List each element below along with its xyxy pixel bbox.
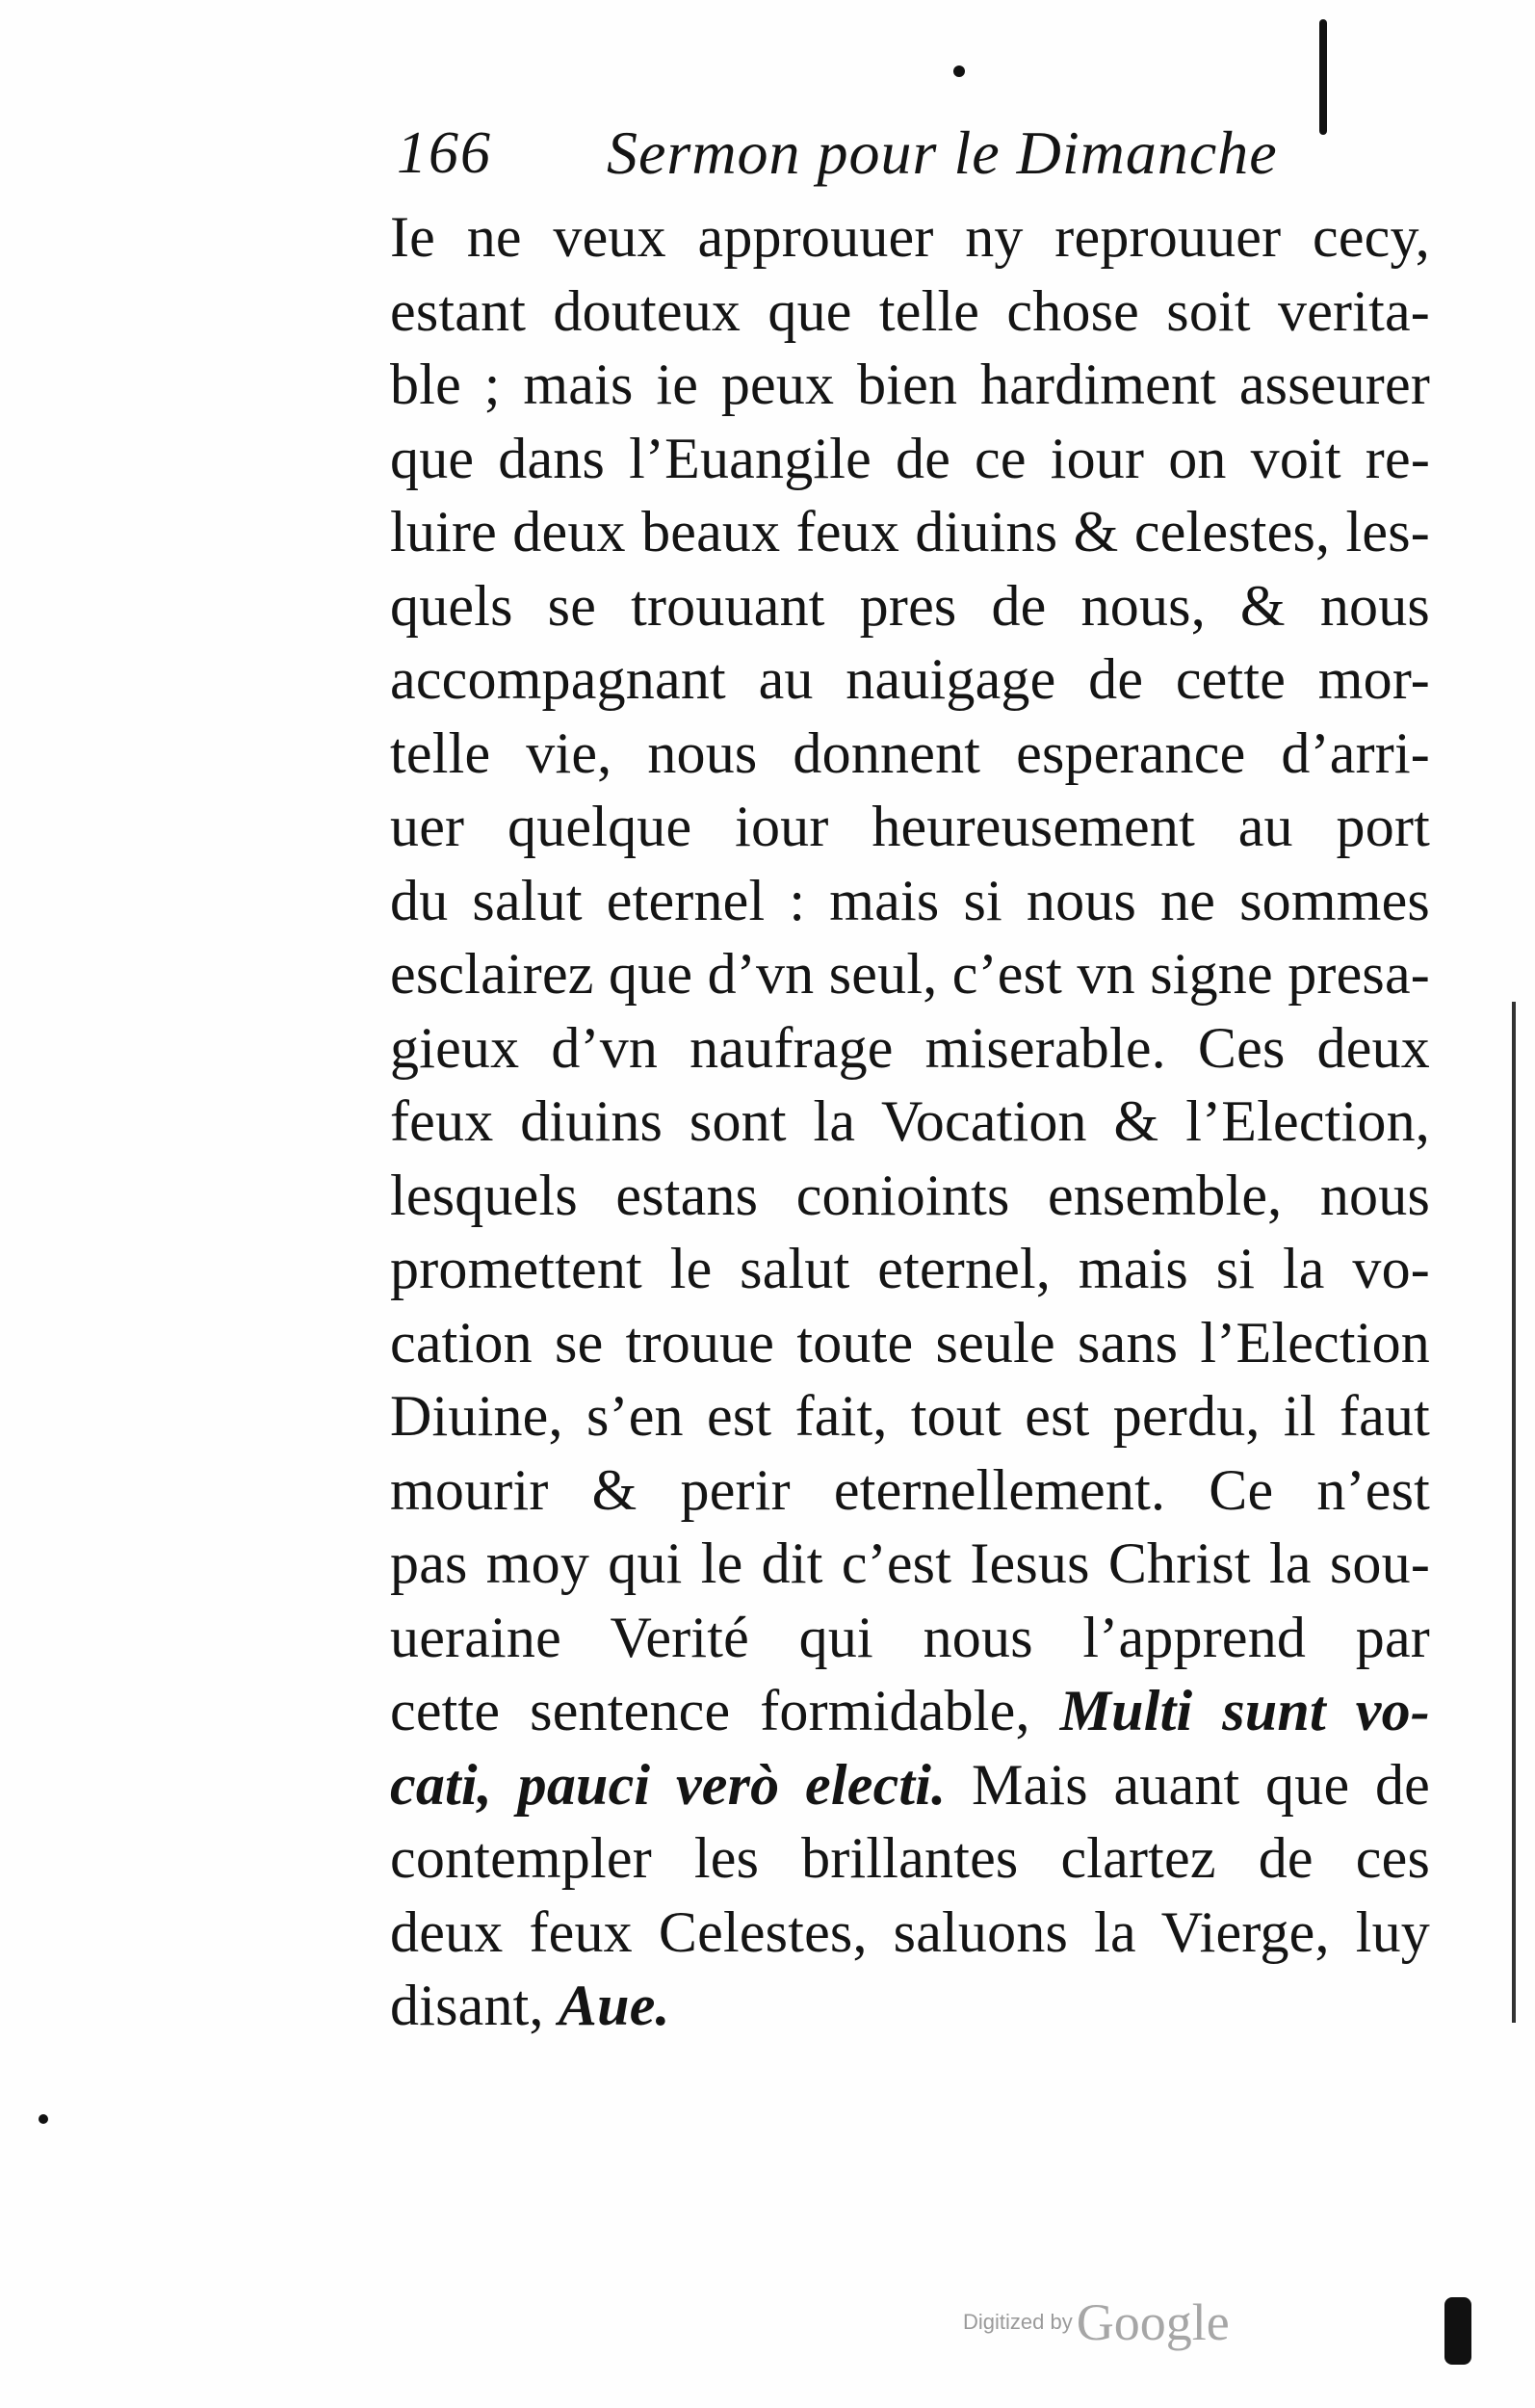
ink-speck [953, 65, 965, 77]
digitization-watermark [963, 2292, 1230, 2360]
text-line: luire deux beaux feux diuins & celestes, les- [390, 500, 1430, 563]
latin-quote: Aue. [558, 1974, 670, 2037]
text-line: accompagnant au nauigage de cette mor- [390, 647, 1430, 711]
text-line: promettent le salut eternel, mais si la vo- [390, 1237, 1430, 1300]
page-number: 166 [397, 120, 492, 186]
text-line: deux feux Celestes, saluons la Vierge, luy [390, 1899, 1430, 1964]
sermon-text [390, 200, 1430, 2043]
text-line: Ie ne veux approuuer ny reprouuer cecy, [390, 205, 1430, 269]
watermark-prefix: Digitized by [963, 2310, 1073, 2334]
text-line: telle vie, nous donnent esperance d’arri- [390, 720, 1430, 785]
text-line: lesquels estans conioints ensemble, nous [390, 1163, 1430, 1227]
text-line: ble ; mais ie peux bien hardiment asseurer [390, 353, 1430, 416]
page-header [385, 114, 1329, 200]
text-line [390, 1748, 1430, 1822]
text-line: estant douteux que telle chose soit verita- [390, 278, 1430, 343]
text-line: Diuine, s’en est fait, tout est perdu, il faut [390, 1384, 1430, 1448]
page-edge-line [1512, 1002, 1516, 2023]
text-line: que dans l’Euangile de ce iour on voit re- [390, 426, 1430, 490]
text-line: cation se trouue toute seule sans l’Election [390, 1310, 1430, 1374]
ink-speck [39, 2114, 48, 2124]
text-run: cette sentence formidable, [390, 1679, 1030, 1742]
text-line: quels se trouuant pres de nous, & nous [390, 573, 1430, 638]
text-line: pas moy qui le dit c’est Iesus Christ la sou- [390, 1531, 1430, 1595]
text-line: contempler les brillantes clartez de ces [390, 1826, 1430, 1890]
text-line: mourir & perir eternellement. Ce n’est [390, 1457, 1430, 1522]
text-line [390, 1674, 1430, 1748]
text-run: disant, [390, 1974, 559, 2037]
show-through-text [973, 1965, 1416, 2188]
page-corner-mark [1444, 2297, 1471, 2365]
latin-quote: cati, pauci verò electi. [390, 1752, 947, 1817]
text-line: ueraine Verité qui nous l’apprend par [390, 1605, 1430, 1669]
google-logo: Google [1076, 2293, 1230, 2351]
running-head: Sermon pour le Dimanche [607, 118, 1278, 187]
text-line: uer quelque iour heureusement au port [390, 795, 1430, 858]
text-line: du salut eternel : mais si nous ne sommes [390, 868, 1430, 932]
text-line: esclairez que d’vn seul, c’est vn signe presa- [390, 942, 1430, 1006]
text-line: feux diuins sont la Vocation & l’Election, [390, 1089, 1430, 1153]
text-run: Mais auant que de [946, 1752, 1430, 1817]
text-line: gieux d’vn naufrage miserable. Ces deux [390, 1015, 1430, 1080]
latin-quote: Multi sunt vo- [1059, 1679, 1430, 1742]
